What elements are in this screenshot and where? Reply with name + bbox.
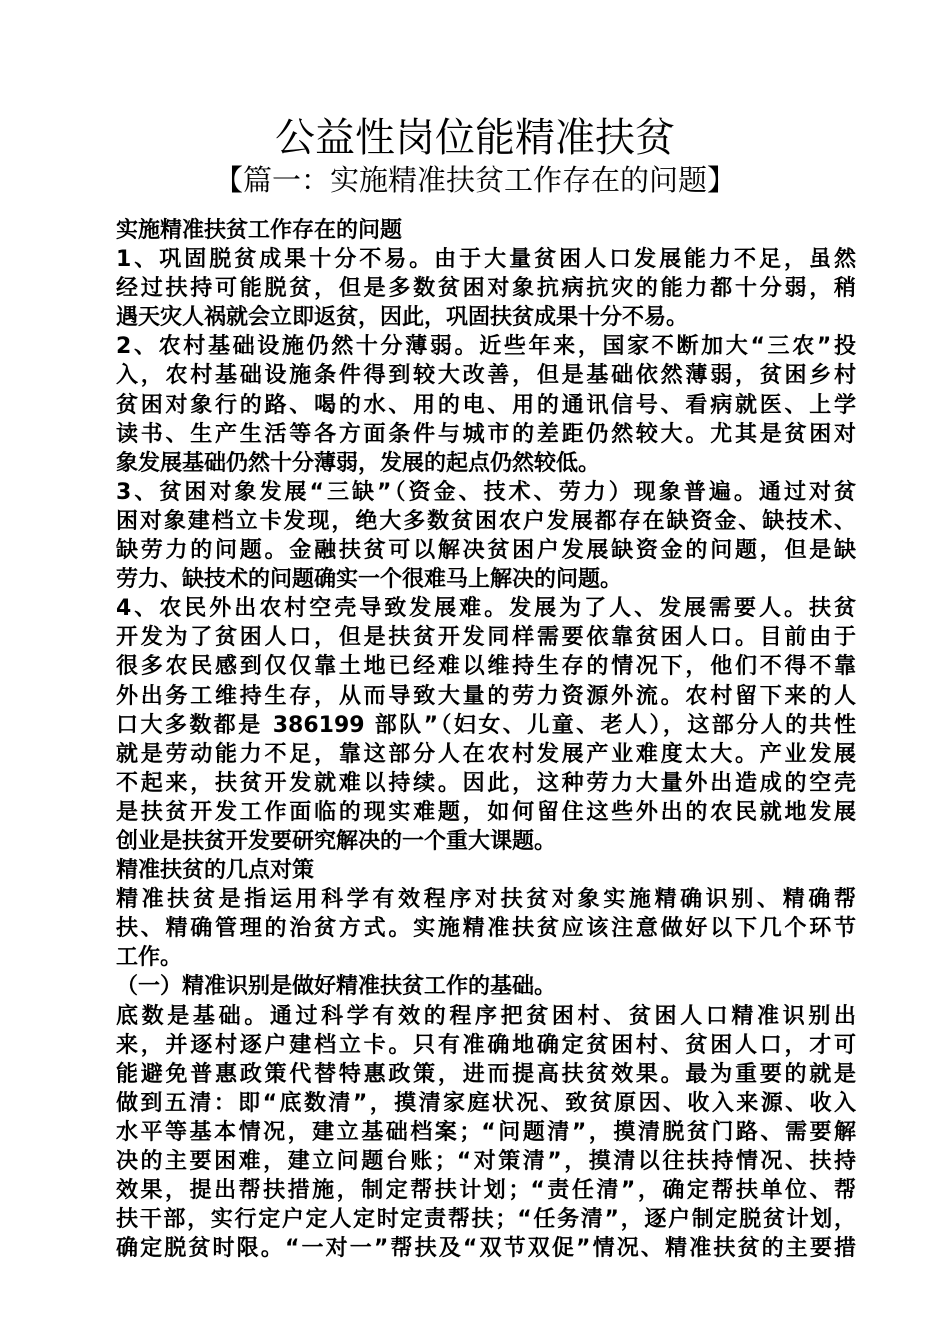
body-text-line: 扶、精确管理的治贫方式。实施精准扶贫应该注意做好以下几个环节 — [116, 916, 856, 942]
body-text-line: 做到五清：即“底数清”，摸清家庭状况、致贫原因、收入来源、收入 — [116, 1090, 856, 1116]
body-text-line: 确定脱贫时限。“一对一”帮扶及“双节双促”情况、精准扶贫的主要措 — [116, 1236, 856, 1262]
body-text-line: 是扶贫开发工作面临的现实难题，如何留住这些外出的农民就地发展 — [116, 799, 856, 825]
body-text-line: 底数是基础。通过科学有效的程序把贫困村、贫困人口精准识别出 — [116, 1003, 856, 1029]
body-text-line: 外出务工维持生存，从而导致大量的劳力资源外流。农村留下来的人 — [116, 683, 856, 709]
body-text-line: 象发展基础仍然十分薄弱，发展的起点仍然较低。 — [116, 450, 601, 476]
document-subtitle: 【篇一：实施精准扶贫工作存在的问题】 — [213, 163, 736, 197]
body-text-line: 创业是扶贫开发要研究解决的一个重大课题。 — [116, 828, 557, 854]
body-text-line: 劳力、缺技术的问题确实一个很难马上解决的问题。 — [116, 567, 623, 593]
body-text-line: （一）精准识别是做好精准扶贫工作的基础。 — [116, 974, 557, 1000]
body-text-line: 缺劳力的问题。金融扶贫可以解决贫困户发展缺资金的问题，但是缺 — [116, 538, 856, 564]
body-text-line: 实施精准扶贫工作存在的问题 — [116, 218, 403, 243]
body-text-line: 不起来，扶贫开发就难以持续。因此，这种劳力大量外出造成的空壳 — [116, 770, 856, 796]
body-text-line: 遇天灾人祸就会立即返贫，因此，巩固扶贫成果十分不易。 — [116, 305, 689, 331]
body-text-line: 2、农村基础设施仍然十分薄弱。近些年来，国家不断加大“三农”投 — [116, 334, 856, 360]
body-text-line: 开发为了贫困人口，但是扶贫开发同样需要依靠贫困人口。目前由于 — [116, 625, 856, 651]
body-text-line: 精准扶贫的几点对策 — [116, 858, 315, 884]
body-text-line: 扶干部，实行定户定人定时定责帮扶；“任务清”，逐户制定脱贫计划， — [116, 1207, 856, 1233]
body-text-line: 决的主要困难，建立问题台账；“对策清”，摸清以往扶持情况、扶持 — [116, 1149, 856, 1174]
body-text-line: 1、巩固脱贫成果十分不易。由于大量贫困人口发展能力不足，虽然 — [116, 247, 856, 273]
body-text-line: 水平等基本情况，建立基础档案；“问题清”，摸清脱贫门路、需要解 — [116, 1119, 856, 1145]
document-title: 公益性岗位能精准扶贫 — [275, 115, 675, 161]
body-text-line: 精准扶贫是指运用科学有效程序对扶贫对象实施精确识别、精确帮 — [116, 887, 856, 913]
body-text-line: 口大多数都是 386199 部队”（妇女、儿童、老人），这部分人的共性 — [116, 712, 856, 738]
body-text-line: 来，并逐村逐户建档立卡。只有准确地确定贫困村、贫困人口，才可 — [116, 1032, 856, 1058]
document-body — [116, 216, 856, 1263]
body-text-line: 贫困对象行的路、喝的水、用的电、用的通讯信号、看病就医、上学 — [116, 392, 856, 418]
body-text-line: 困对象建档立卡发现，绝大多数贫困农户发展都存在缺资金、缺技术、 — [116, 508, 856, 534]
body-text-line: 经过扶持可能脱贫，但是多数贫困对象抗病抗灾的能力都十分弱，稍 — [116, 276, 856, 302]
body-text-line: 4、农民外出农村空壳导致发展难。发展为了人、发展需要人。扶贫 — [116, 596, 856, 622]
body-text-line: 工作。 — [116, 945, 183, 971]
body-text-line: 就是劳动能力不足，靠这部分人在农村发展产业难度太大。产业发展 — [116, 741, 856, 767]
body-text-line: 能避免普惠政策代替特惠政策，进而提高扶贫效果。最为重要的就是 — [116, 1061, 856, 1087]
body-text-line: 很多农民感到仅仅靠土地已经难以维持生存的情况下，他们不得不靠 — [116, 654, 856, 680]
body-text-line: 效果，提出帮扶措施，制定帮扶计划；“责任清”，确定帮扶单位、帮 — [116, 1178, 856, 1204]
body-text-line: 入，农村基础设施条件得到较大改善，但是基础依然薄弱，贫困乡村 — [116, 363, 856, 389]
body-text-line: 读书、生产生活等各方面条件与城市的差距仍然较大。尤其是贫困对 — [116, 421, 856, 447]
body-text-line: 3、贫困对象发展“三缺”（资金、技术、劳力）现象普遍。通过对贫 — [116, 479, 856, 505]
